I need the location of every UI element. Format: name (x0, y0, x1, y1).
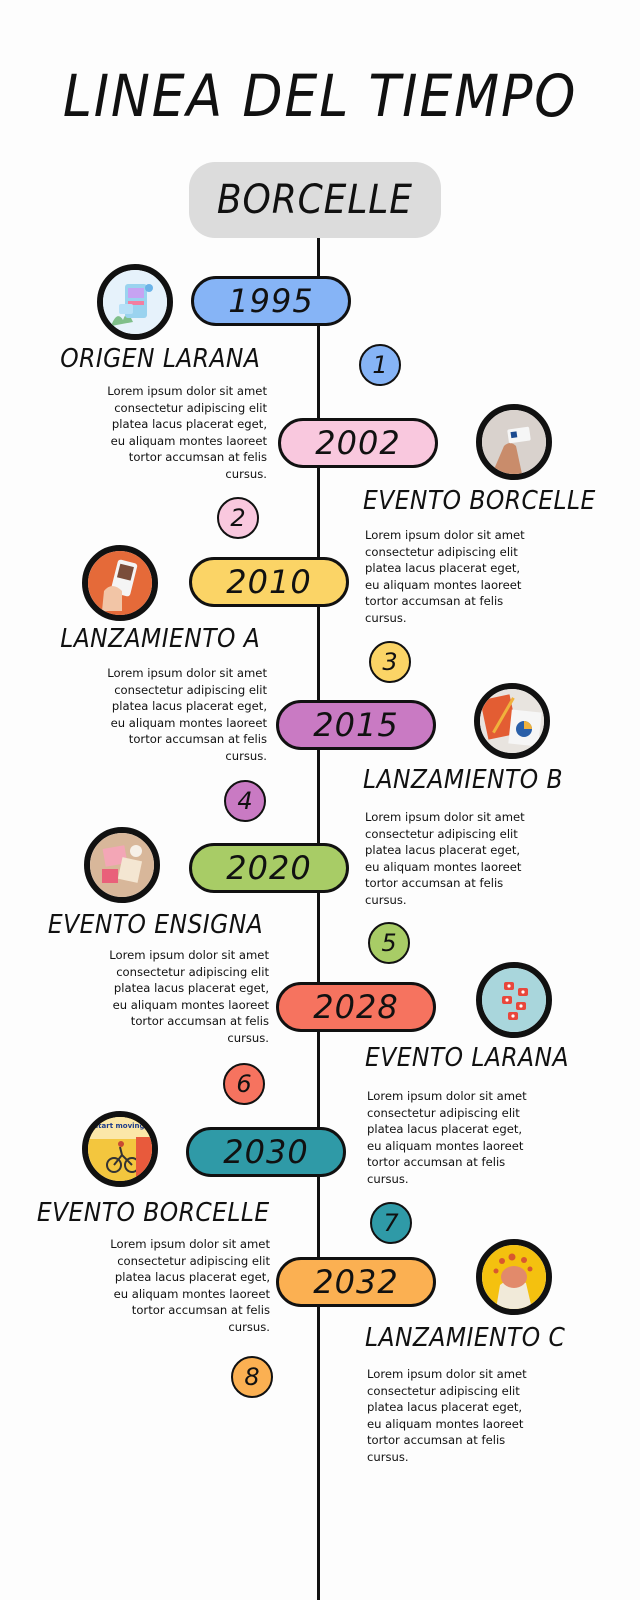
event-number-5: 5 (368, 922, 410, 964)
event-title-7: EVENTO BORCELLE (37, 1198, 270, 1228)
event-desc-5: Lorem ipsum dolor sit amet consectetur adipiscing elit platea lacus placerat eget, eu aliquam montes laoreet tortor accumsan at felis cursus. (109, 948, 269, 1045)
event-number-1: 1 (359, 344, 401, 386)
moodboard-icon (84, 827, 160, 903)
event-desc-7: Lorem ipsum dolor sit amet consectetur adipiscing elit platea lacus placerat eget, eu aliquam montes laoreet tortor accumsan at felis cursus. (110, 1237, 270, 1334)
event-number-2: 2 (217, 497, 259, 539)
phone-in-hand-icon (82, 545, 158, 621)
event-title-5: EVENTO ENSIGNA (47, 910, 263, 940)
subtitle-text: BORCELLE (216, 177, 413, 223)
event-title-6: EVENTO LARANA (365, 1043, 569, 1073)
event-desc-2: Lorem ipsum dolor sit amet consectetur adipiscing elit platea lacus placerat eget, eu aliquam montes laoreet tortor accumsan at felis cursus. (365, 528, 525, 625)
event-title-1: ORIGEN LARANA (59, 344, 260, 374)
event-desc-4: Lorem ipsum dolor sit amet consectetur adipiscing elit platea lacus placerat eget, eu aliquam montes laoreet tortor accumsan at felis cursus. (365, 810, 525, 907)
event-title-3: LANZAMIENTO A (60, 624, 260, 654)
event-number-3: 3 (369, 641, 411, 683)
event-desc-8: Lorem ipsum dolor sit amet consectetur adipiscing elit platea lacus placerat eget, eu aliquam montes laoreet tortor accumsan at felis cursus. (367, 1367, 527, 1464)
event-title-8: LANZAMIENTO C (365, 1323, 566, 1353)
event-title-2: EVENTO BORCELLE (363, 486, 596, 516)
event-number-7: 7 (370, 1202, 412, 1244)
cyclist-poster-icon (82, 1111, 158, 1187)
year-pill-2028: 2028 (276, 982, 436, 1032)
event-number-8: 8 (231, 1356, 273, 1398)
year-pill-2002: 2002 (278, 418, 438, 468)
year-pill-2032: 2032 (276, 1257, 436, 1307)
app-store-icon (97, 264, 173, 340)
subtitle-badge (189, 162, 441, 238)
photo-text: start moving. (94, 1122, 148, 1130)
business-card-icon (476, 404, 552, 480)
charts-on-desk-icon (474, 683, 550, 759)
event-desc-1: Lorem ipsum dolor sit amet consectetur adipiscing elit platea lacus placerat eget, eu aliquam montes laoreet tortor accumsan at felis cursus. (107, 384, 267, 481)
event-desc-3: Lorem ipsum dolor sit amet consectetur adipiscing elit platea lacus placerat eget, eu aliquam montes laoreet tortor accumsan at felis cursus. (107, 666, 267, 763)
year-pill-2010: 2010 (189, 557, 349, 607)
event-number-6: 6 (223, 1063, 265, 1105)
event-desc-6: Lorem ipsum dolor sit amet consectetur adipiscing elit platea lacus placerat eget, eu aliquam montes laoreet tortor accumsan at felis cursus. (367, 1089, 527, 1186)
social-reactions-icon (476, 962, 552, 1038)
year-pill-2030: 2030 (186, 1127, 346, 1177)
page-title: LINEA DEL TIEMPO (62, 62, 578, 130)
year-pill-2015: 2015 (276, 700, 436, 750)
year-pill-2020: 2020 (189, 843, 349, 893)
year-pill-1995: 1995 (191, 276, 351, 326)
brain-idea-icon (476, 1239, 552, 1315)
event-number-4: 4 (224, 780, 266, 822)
event-title-4: LANZAMIENTO B (363, 765, 564, 795)
